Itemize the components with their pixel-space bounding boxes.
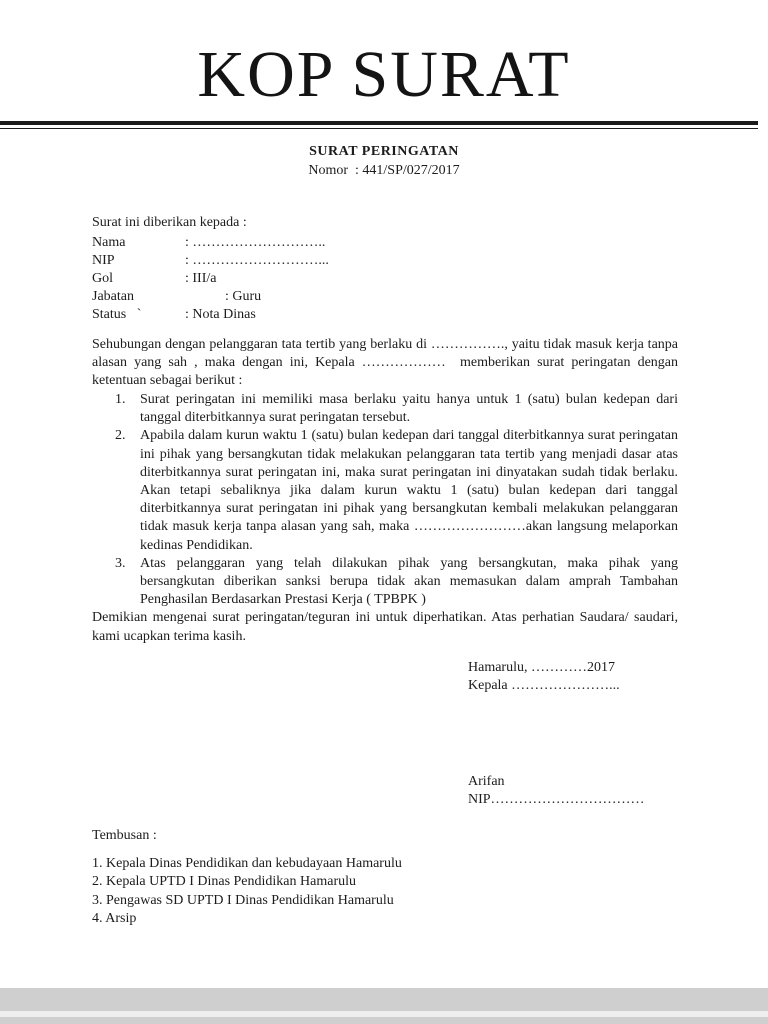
field-value-nip: : ………………………... bbox=[185, 252, 329, 268]
copies-block bbox=[92, 827, 678, 928]
point-1-text: Surat peringatan ini memiliki masa berlaku yaitu hanya untuk 1 (satu) bulan kedepan dari tanggal diterbitkannya surat peringatan tersebut. bbox=[140, 392, 678, 426]
closing-paragraph: Demikian mengenai surat peringatan/teguran ini untuk diperhatikan. Atas perhatian Saudara/ saudari, kami ucapkan terima kasih. bbox=[92, 610, 678, 644]
signature-name: Arifan bbox=[468, 774, 505, 790]
point-3-text: Atas pelanggaran yang telah dilakukan pihak yang bersangkutan, maka pihak yang bersangkutan diberikan sanksi berupa tidak akan memasukan dalam amprah Tambahan Penghasilan Berdasarkan Prestasi Kerja ( TPBPK ) bbox=[140, 555, 678, 608]
field-row-nip bbox=[92, 252, 678, 270]
recipient-fields bbox=[92, 234, 678, 325]
field-label-jabatan: Jabatan bbox=[92, 289, 134, 305]
signature-nip: NIP…………………………… bbox=[468, 792, 645, 808]
point-1-number: 1. bbox=[115, 392, 126, 408]
signature-place-date: Hamarulu, …………2017 bbox=[468, 659, 615, 675]
document-heading bbox=[0, 143, 768, 180]
field-value-gol: : III/a bbox=[185, 270, 217, 286]
field-value-status: : Nota Dinas bbox=[185, 307, 256, 323]
point-3-number: 3. bbox=[115, 555, 126, 571]
document-number: Nomor : 441/SP/027/2017 bbox=[308, 163, 460, 179]
field-row-gol bbox=[92, 270, 678, 288]
field-label-nama: Nama bbox=[92, 234, 126, 250]
signature-space bbox=[468, 695, 678, 773]
field-label-status: Status ` bbox=[92, 307, 142, 323]
signature-block bbox=[468, 659, 678, 810]
opening-paragraph: Sehubungan dengan pelanggaran tata tertib yang berlaku di ……………., yaitu tidak masuk kerja tanpa alasan yang sah , maka dengan ini, Kepala ……………… memberikan surat peringatan dengan ketentuan sebagai berikut : bbox=[92, 336, 678, 388]
copies-list bbox=[92, 855, 678, 929]
field-value-jabatan: : Guru bbox=[225, 289, 262, 305]
field-row-jabatan bbox=[92, 288, 678, 306]
copies-title: Tembusan : bbox=[92, 828, 157, 844]
field-row-status bbox=[92, 306, 678, 324]
point-2-number: 2. bbox=[115, 428, 126, 444]
page-break bbox=[0, 988, 768, 1024]
point-2-text: Apabila dalam kurun waktu 1 (satu) bulan kedepan dari tanggal diterbitkannya surat peringatan ini pihak yang bersangkutan tidak melakukan pelanggaran tata tertib yang menjadi dasar atas diterbitkannya surat peringatan ini, maka surat peringatan ini dinyatakan sudah tidak berlaku. Akan tetapi sebaliknya jika dalam kurun waktu 1 (satu) bulan kedepan dari tanggal diterbitkannya surat peringatan ini pihak yang bersangkutan kembali melakukan pelanggaran tidak masuk kerja tanpa alasan yang sah, maka ……………………akan langsung melaporkan kedinas Pendidikan. bbox=[140, 428, 678, 553]
document-title: SURAT PERINGATAN bbox=[309, 144, 459, 159]
copies-item-2: 2. Kepala UPTD I Dinas Pendidikan Hamarulu bbox=[92, 874, 356, 890]
copies-item-4: 4. Arsip bbox=[92, 911, 137, 927]
point-3 bbox=[92, 555, 678, 610]
letterhead-rule bbox=[0, 121, 758, 129]
letterhead-title: KOP SURAT bbox=[197, 38, 571, 111]
field-label-nip: NIP bbox=[92, 252, 115, 268]
field-label-gol: Gol bbox=[92, 270, 113, 286]
point-1 bbox=[92, 391, 678, 427]
signature-role: Kepala …………………... bbox=[468, 677, 620, 693]
copies-item-3: 3. Pengawas SD UPTD I Dinas Pendidikan Hamarulu bbox=[92, 892, 394, 908]
recipient-intro: Surat ini diberikan kepada : bbox=[92, 215, 247, 231]
field-row-nama bbox=[92, 234, 678, 252]
numbered-points bbox=[92, 391, 678, 609]
field-value-nama: : ……………………….. bbox=[185, 234, 326, 250]
letter-body bbox=[0, 214, 768, 928]
point-2 bbox=[92, 427, 678, 554]
copies-item-1: 1. Kepala Dinas Pendidikan dan kebudayaan Hamarulu bbox=[92, 855, 402, 871]
